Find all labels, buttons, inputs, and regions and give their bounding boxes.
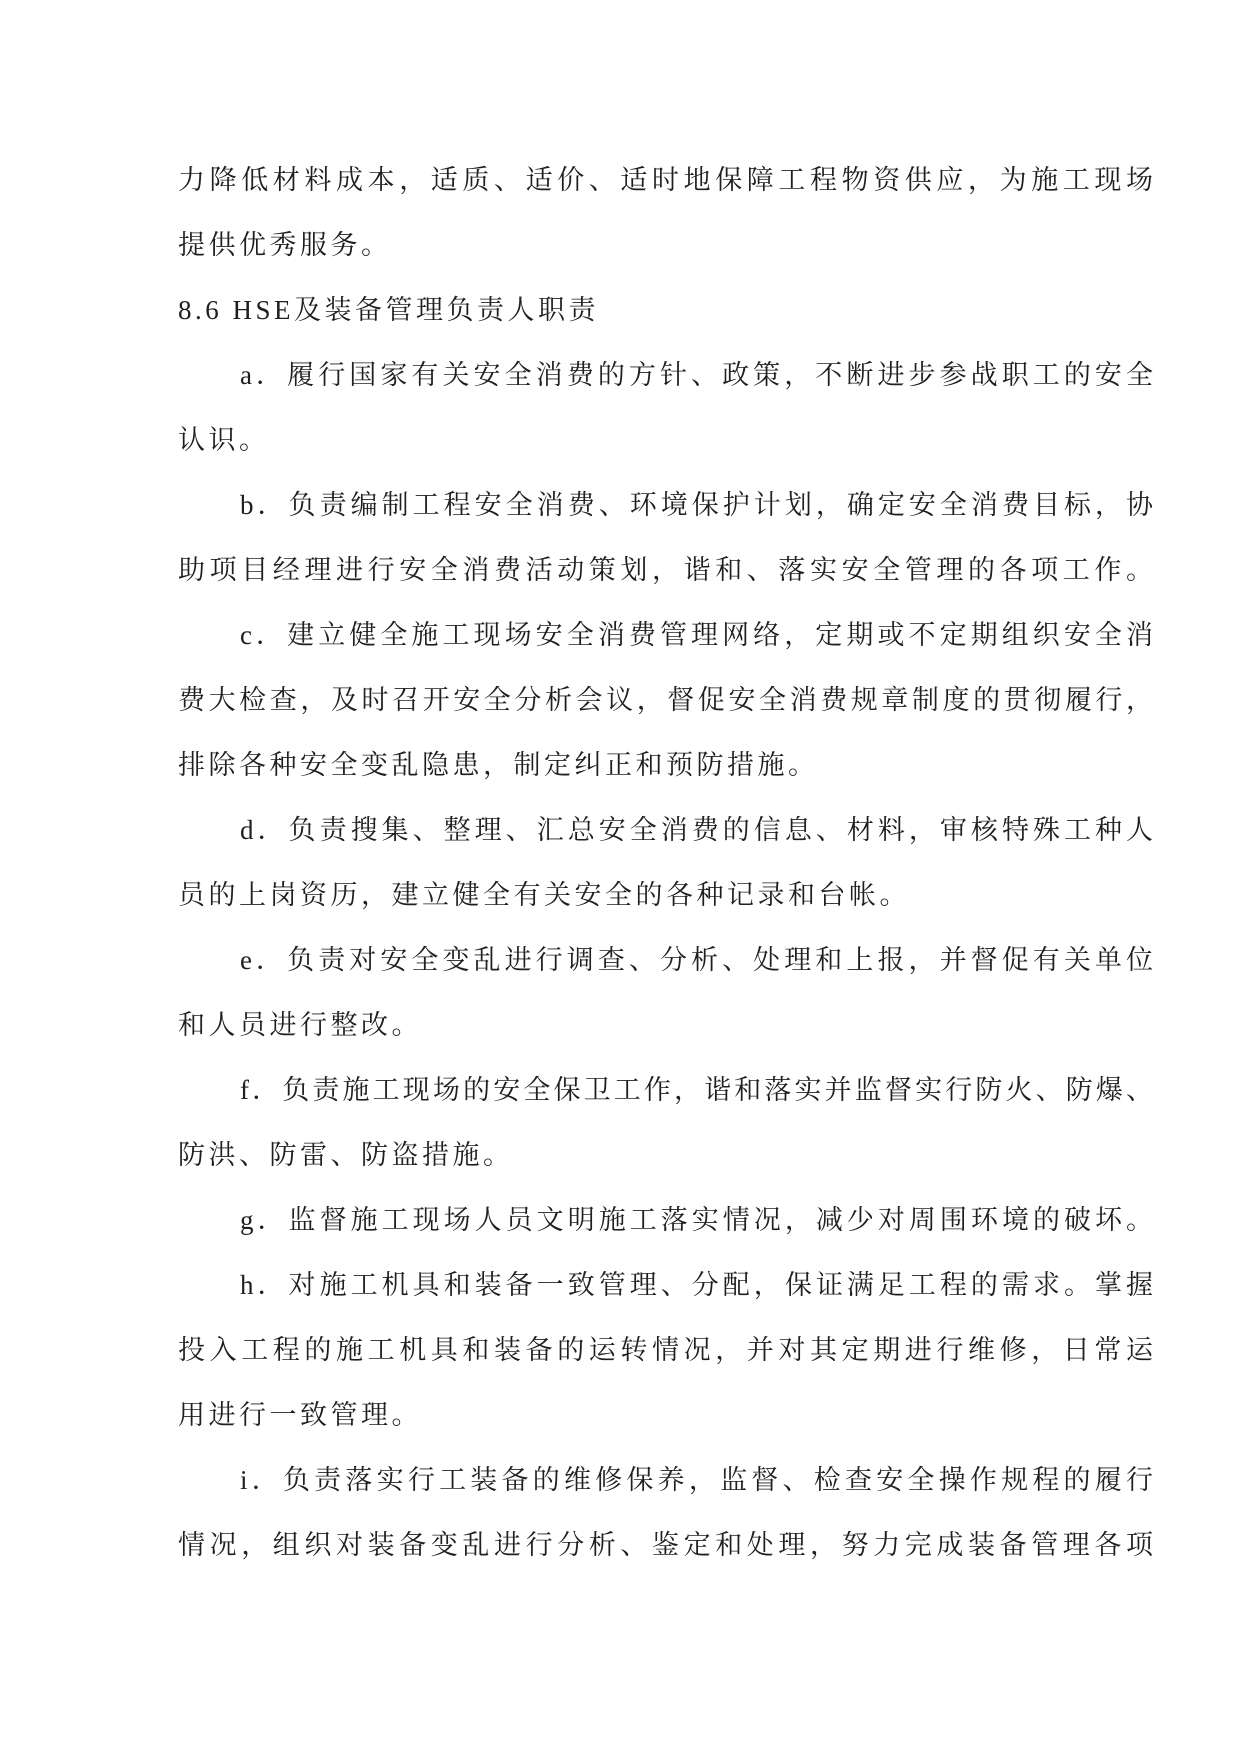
item-text: 建立健全施工现场安全消费管理网络，定期或不定期组织安全消 <box>287 620 1154 650</box>
item-label: h． <box>240 1270 289 1300</box>
text-line <box>178 343 1153 408</box>
text-line <box>178 473 1153 538</box>
item-text: 负责对安全变乱进行调查、分析、处理和上报，并督促有关单位 <box>287 945 1154 975</box>
list-item-b <box>178 473 1153 603</box>
text-line: 认识。 <box>178 425 270 455</box>
item-label: b． <box>240 490 289 520</box>
list-item-e <box>178 928 1153 1058</box>
item-text: 负责编制工程安全消费、环境保护计划，确定安全消费目标，协 <box>288 490 1154 520</box>
list-item-a <box>178 343 1153 473</box>
item-text: 履行国家有关安全消费的方针、政策，不断进步参战职工的安全 <box>287 360 1154 390</box>
continuation-paragraph <box>178 148 1153 278</box>
text-line: 费大检查，及时召开安全分析会议，督促安全消费规章制度的贯彻履行， <box>178 685 1153 715</box>
text-line: 排除各种安全变乱隐患，制定纠正和预防措施。 <box>178 750 819 780</box>
list-item-d <box>178 798 1153 928</box>
text-line <box>178 928 1153 993</box>
item-label: f． <box>240 1075 283 1105</box>
item-text: 负责搜集、整理、汇总安全消费的信息、材料，审核特殊工种人 <box>288 815 1154 845</box>
item-label: i． <box>240 1465 283 1495</box>
list-item-f <box>178 1058 1153 1188</box>
list-item-c <box>178 603 1153 798</box>
text-line: 情况，组织对装备变乱进行分析、鉴定和处理，努力完成装备管理各项 <box>178 1530 1153 1560</box>
text-line: 助项目经理进行安全消费活动策划，谐和、落实安全管理的各项工作。 <box>178 555 1153 585</box>
list-item-i <box>178 1448 1153 1578</box>
list-item-g <box>178 1188 1153 1253</box>
item-label: e． <box>240 945 288 975</box>
text-line <box>178 603 1153 668</box>
item-label: g． <box>240 1205 289 1235</box>
text-line <box>178 1253 1153 1318</box>
text-line: 力降低材料成本，适质、适价、适时地保障工程物资供应，为施工现场 <box>178 165 1153 195</box>
text-line: 用进行一致管理。 <box>178 1400 422 1430</box>
text-line: 和人员进行整改。 <box>178 1010 422 1040</box>
text-line <box>178 1058 1153 1123</box>
list-item-h <box>178 1253 1153 1448</box>
item-text: 负责落实行工装备的维修保养，监督、检查安全操作规程的履行 <box>282 1465 1153 1495</box>
text-line <box>178 1448 1153 1513</box>
item-label: c． <box>240 620 288 650</box>
item-label: d． <box>240 815 289 845</box>
text-line <box>178 798 1153 863</box>
text-line: 防洪、防雷、防盗措施。 <box>178 1140 514 1170</box>
item-label: a． <box>240 360 288 390</box>
item-text: 监督施工现场人员文明施工落实情况，减少对周围环境的破坏。 <box>288 1205 1154 1235</box>
item-text: 负责施工现场的安全保卫工作，谐和落实并监督实行防火、防爆、 <box>282 1075 1153 1105</box>
document-body <box>178 148 1153 1578</box>
text-line <box>178 1188 1153 1253</box>
item-text: 对施工机具和装备一致管理、分配，保证满足工程的需求。掌握 <box>288 1270 1154 1300</box>
text-line: 提供优秀服务。 <box>178 230 392 260</box>
section-heading: 8.6 HSE及装备管理负责人职责 <box>178 295 600 325</box>
text-line: 员的上岗资历，建立健全有关安全的各种记录和台帐。 <box>178 880 910 910</box>
text-line: 投入工程的施工机具和装备的运转情况，并对其定期进行维修，日常运 <box>178 1335 1153 1365</box>
